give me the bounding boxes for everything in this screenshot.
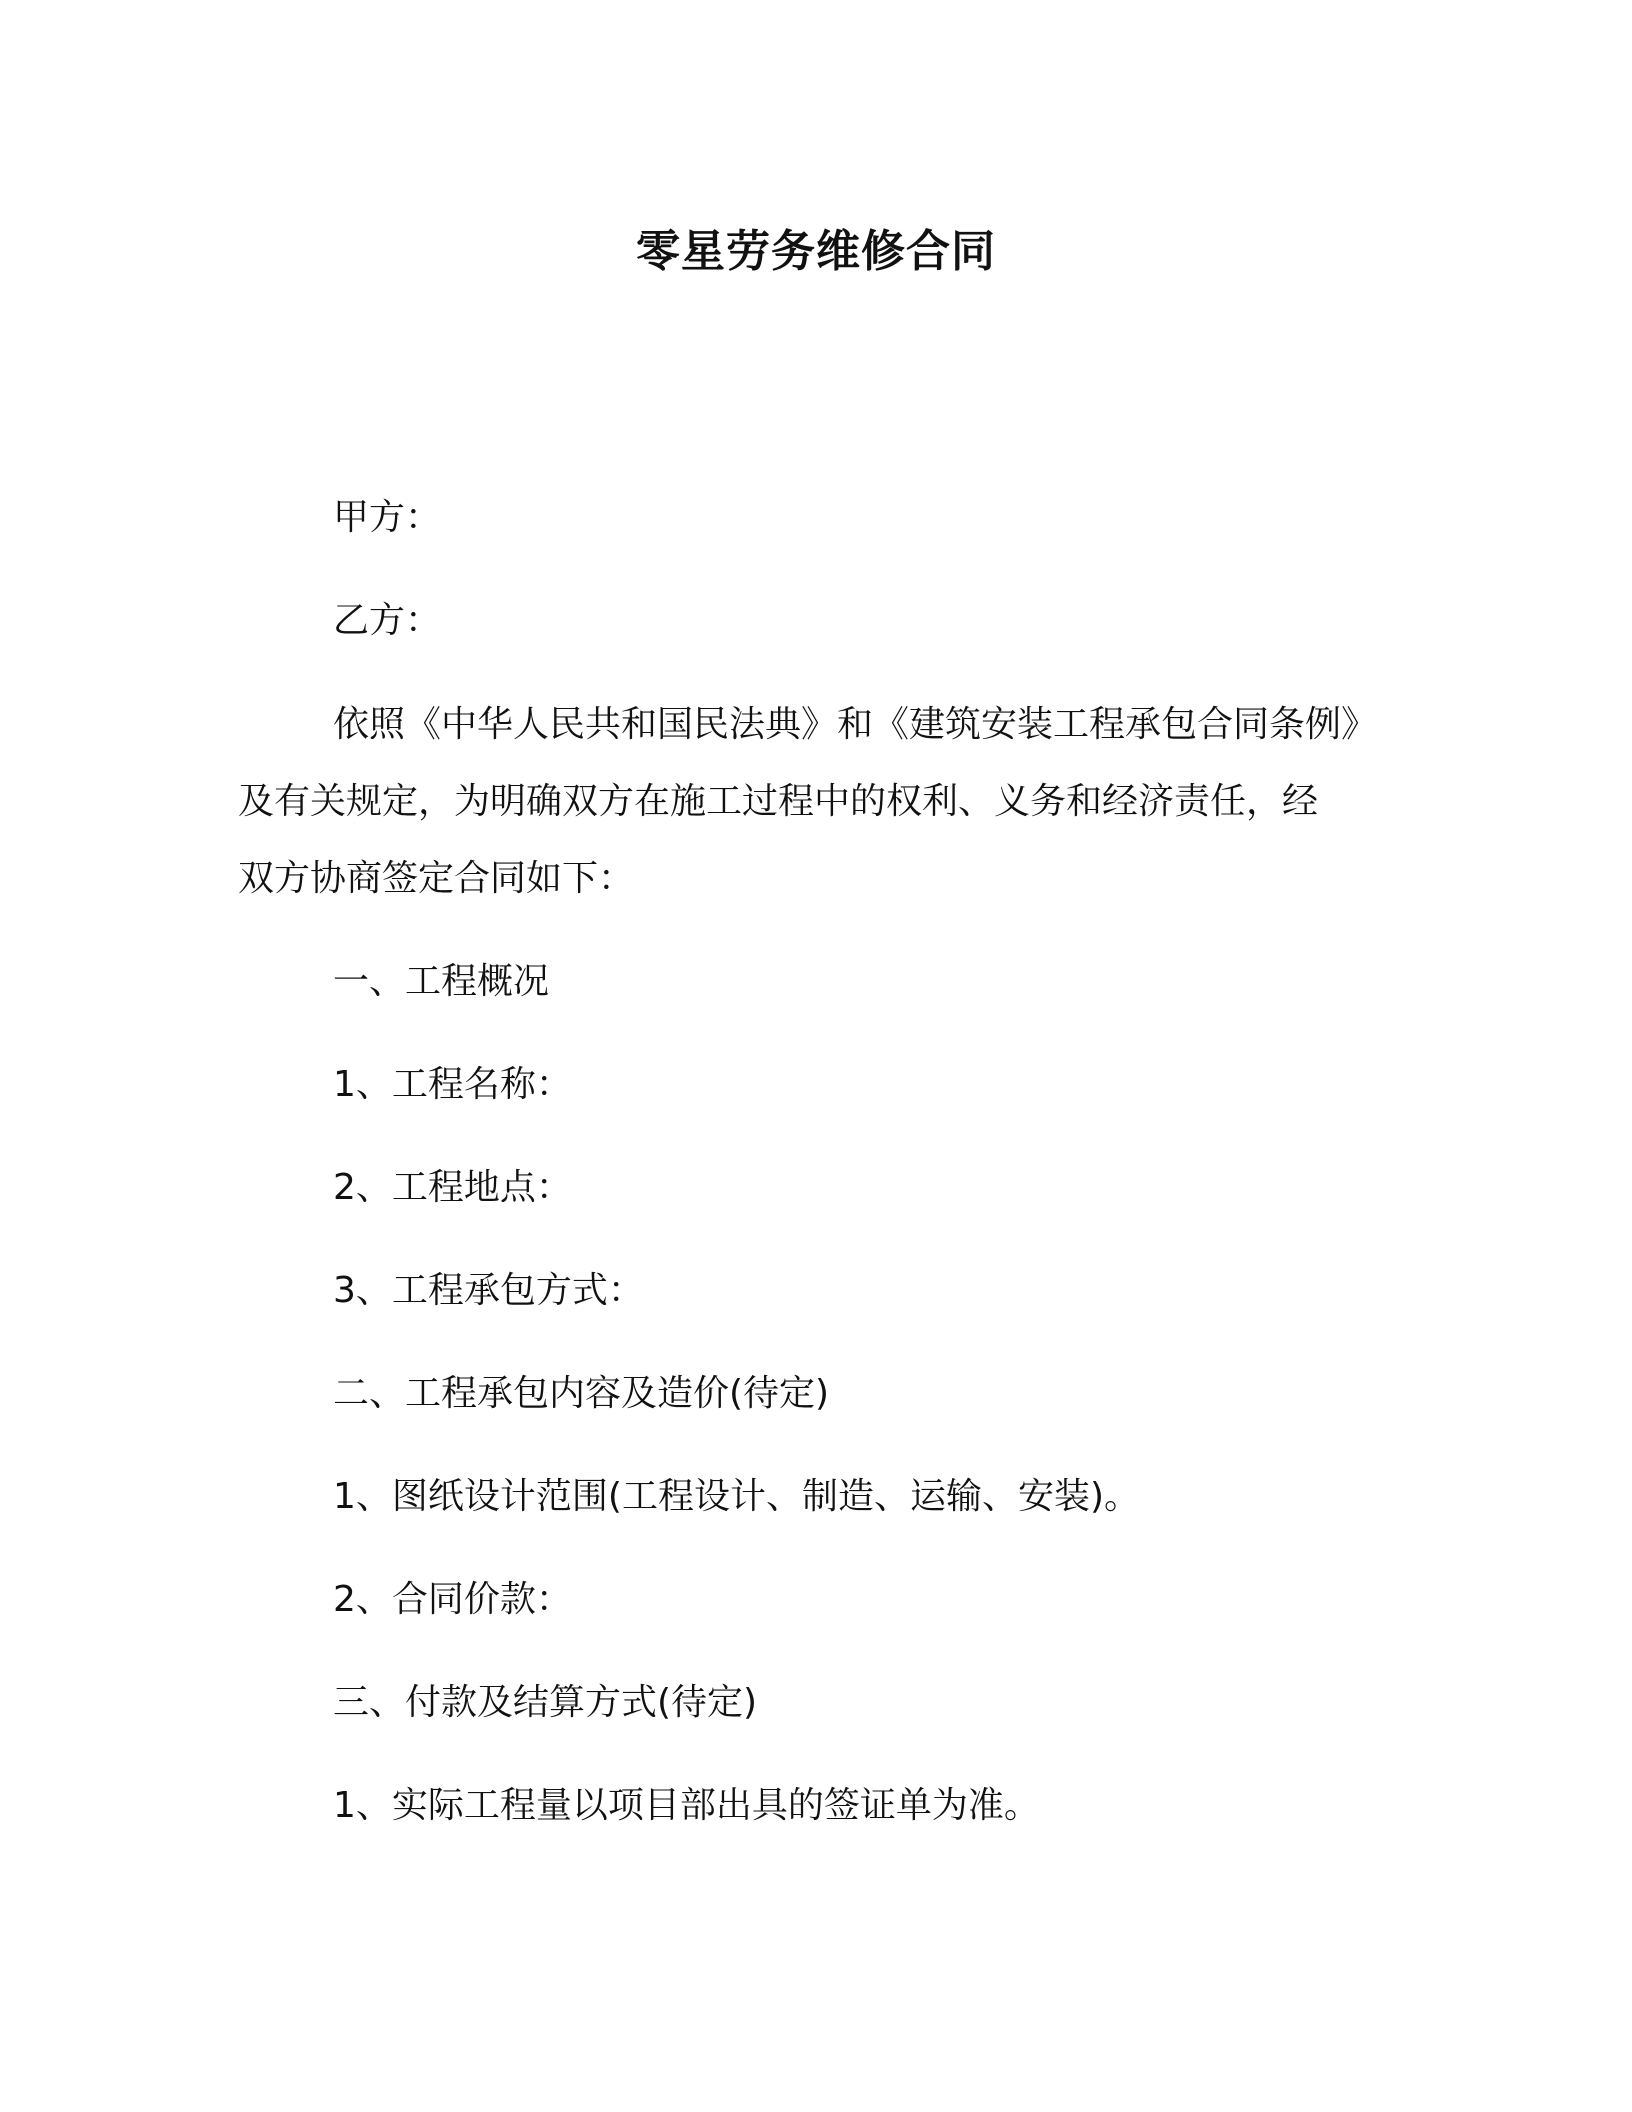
section-heading-3: 三、付款及结算方式(待定) (333, 1682, 758, 1723)
section-heading-1: 一、工程概况 (333, 961, 550, 1002)
party-a-label: 甲方： (333, 497, 442, 538)
section-3-item-1: 1、实际工程量以项目部出具的签证单为准。 (333, 1785, 1040, 1826)
section-heading-2: 二、工程承包内容及造价(待定) (333, 1373, 830, 1414)
preamble-line-1: 依照《中华人民共和国民法典》和《建筑安装工程承包合同条例》 (333, 704, 1378, 745)
section-2-item-1: 1、图纸设计范围(工程设计、制造、运输、安装)。 (333, 1476, 1140, 1517)
preamble-line-2: 及有关规定，为明确双方在施工过程中的权利、义务和经济责任，经 (238, 781, 1319, 822)
section-1-item-3: 3、工程承包方式： (333, 1270, 644, 1311)
document-title: 零星劳务维修合同 (636, 226, 996, 277)
preamble-line-3: 双方协商签定合同如下： (238, 858, 635, 899)
section-1-item-2: 2、工程地点： (333, 1167, 572, 1208)
section-2-item-2: 2、合同价款： (333, 1579, 572, 1620)
party-b-label: 乙方： (333, 600, 442, 641)
section-1-item-1: 1、工程名称： (333, 1064, 572, 1105)
